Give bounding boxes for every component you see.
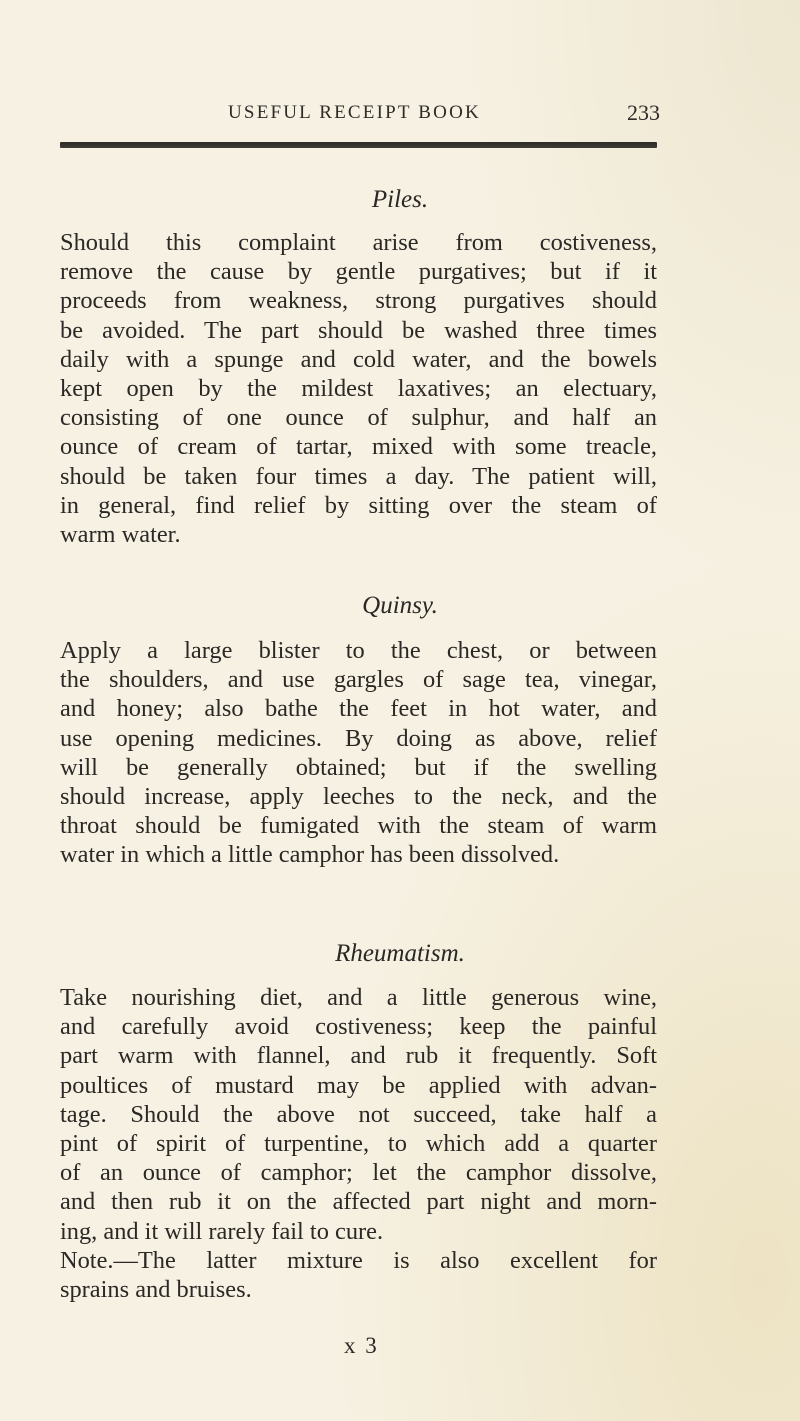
section-title-piles: Piles. (371, 186, 429, 213)
text-line: Apply a large blister to the chest, or between (60, 637, 657, 664)
text-line: ing, and it will rarely fail to cure. (60, 1217, 384, 1245)
text-line: consisting of one ounce of sulphur, and half an (60, 404, 657, 432)
text-line: warm water. (60, 521, 181, 549)
section-body-rheumatism (60, 983, 657, 1304)
text-line: of an ounce of camphor; let the camphor dissolve, (60, 1159, 657, 1187)
text-line: and honey; also bathe the feet in hot water, and (60, 695, 657, 723)
section-title-rheumatism: Rheumatism. (335, 940, 465, 967)
text-line: proceeds from weakness, strong purgatives should (60, 287, 657, 315)
text-line: tage. Should the above not succeed, take half a (60, 1100, 657, 1128)
text-line: use opening medicines. By doing as above, relief (60, 724, 657, 752)
text-line: will be generally obtained; but if the swelling (60, 753, 657, 781)
text-line: be avoided. The part should be washed three times (60, 316, 657, 344)
text-line: daily with a spunge and cold water, and the bowels (60, 345, 657, 373)
signature-mark: x 3 (344, 1333, 379, 1358)
text-line: throat should be fumigated with the steam of warm (60, 812, 657, 840)
section-title-quinsy: Quinsy. (362, 592, 438, 619)
running-title: USEFUL RECEIPT BOOK (228, 102, 481, 123)
text-line: ounce of cream of tartar, mixed with some treacle, (60, 433, 657, 461)
text-line: and then rub it on the affected part night and morn- (60, 1188, 657, 1216)
text-line: and carefully avoid costiveness; keep the painful (60, 1013, 657, 1041)
text-line: part warm with flannel, and rub it frequently. Soft (60, 1042, 657, 1070)
text-line: sprains and bruises. (60, 1276, 252, 1304)
text-line: Note.—The latter mixture is also excellent for (60, 1246, 657, 1274)
text-line: kept open by the mildest laxatives; an electuary, (60, 375, 657, 403)
running-head (228, 102, 660, 130)
section-body-piles (60, 228, 657, 549)
text-line: in general, find relief by sitting over the steam of (60, 491, 657, 519)
text-line: Should this complaint arise from costiveness, (60, 229, 657, 256)
text-line: the shoulders, and use gargles of sage tea, vinegar, (60, 666, 657, 694)
header-rule (60, 142, 657, 148)
text-line: should be taken four times a day. The patient will, (60, 462, 657, 490)
text-line: poultices of mustard may be applied with advan- (60, 1071, 657, 1099)
text-line: Take nourishing diet, and a little generous wine, (60, 984, 657, 1011)
page-number: 233 (627, 100, 660, 125)
section-body-quinsy (60, 636, 657, 870)
text-line: remove the cause by gentle purgatives; but if it (60, 258, 657, 286)
text-line: pint of spirit of turpentine, to which add a quarter (60, 1130, 657, 1158)
text-line: should increase, apply leeches to the neck, and the (60, 783, 657, 811)
text-line: water in which a little camphor has been dissolved. (60, 841, 560, 869)
